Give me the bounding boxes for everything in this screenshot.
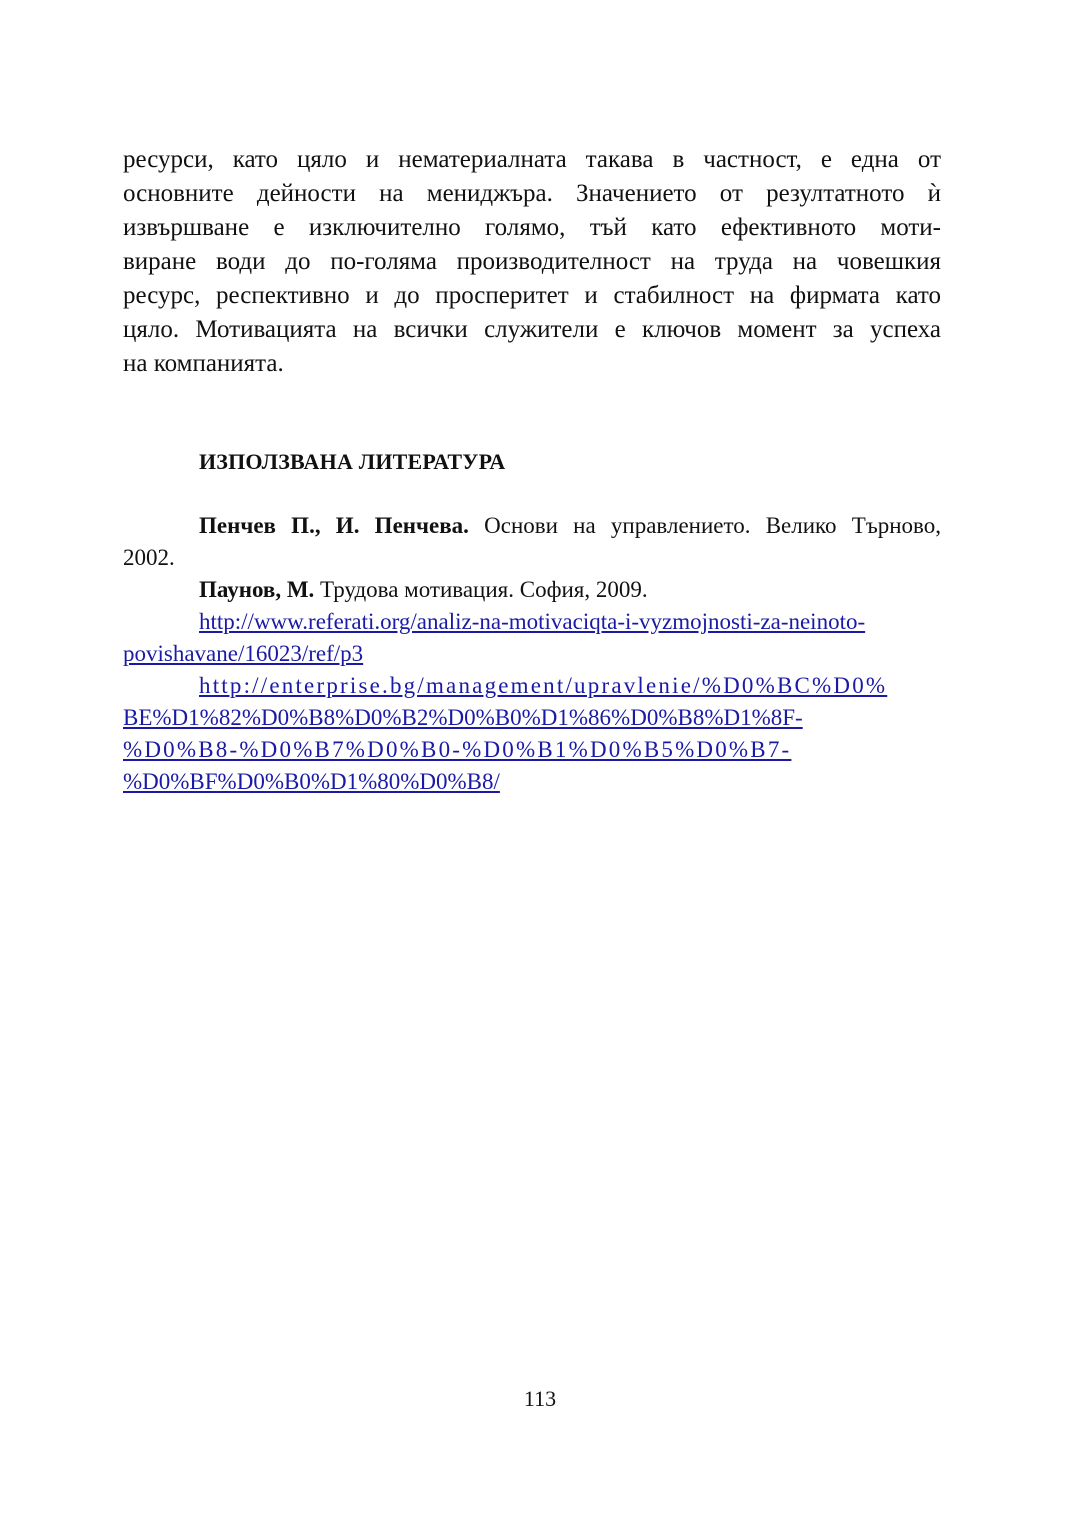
paragraph-line: цяло. Мотивацията на всички служители е ключов момент за успеха (123, 316, 941, 343)
paragraph-line: виране води до по-голяма производителност на труда на човешкия (123, 248, 941, 275)
reference-url-link[interactable]: povishavane/16023/ref/p3 (123, 641, 364, 666)
reference-title: Основи на управлението. Велико Търново, (468, 513, 941, 538)
reference-link-item[interactable] (123, 670, 941, 798)
reference-url-link[interactable]: %D0%B8-%D0%B7%D0%B0-%D0%B1%D0%B5%D0%B7- (123, 737, 792, 762)
reference-line (123, 574, 941, 606)
reference-url-link[interactable]: BE%D1%82%D0%B8%D0%B2%D0%B0%D1%86%D0%B8%D1%8F- (123, 705, 803, 730)
paragraph-line: основните дейности на мениджъра. Значението от резултатното ѝ (123, 180, 941, 207)
reference-item (123, 510, 941, 574)
references-list (123, 510, 941, 798)
paragraph-line: ресурси, като цяло и нематериалната такава в частност, е една от (123, 146, 941, 173)
reference-continuation: 2002. (123, 545, 175, 570)
reference-url-link[interactable]: http://enterprise.bg/management/upravlenie/%D0%BC%D0% (199, 673, 888, 698)
reference-link-item[interactable] (123, 606, 941, 670)
reference-line (123, 510, 941, 542)
reference-author: Паунов, М. (199, 577, 315, 602)
reference-item (123, 574, 941, 606)
page-number: 113 (523, 1386, 557, 1411)
reference-author: Пенчев П., И. Пенчева. (199, 513, 469, 538)
reference-title: Трудова мотивация. София, 2009. (314, 577, 648, 602)
references-heading: ИЗПОЛЗВАНА ЛИТЕРАТУРА (199, 449, 506, 474)
paragraph-line: ресурс, респективно и до просперитет и стабилност на фирмата като (123, 282, 941, 309)
body-paragraph (123, 143, 941, 381)
paragraph-line: на компанията. (123, 350, 284, 377)
reference-url-link[interactable]: http://www.referati.org/analiz-na-motivaciqta-i-vyzmojnosti-za-neinoto- (199, 609, 866, 634)
paragraph-line: извършване е изключително голямо, тъй като ефективното моти- (123, 214, 941, 241)
reference-url-link[interactable]: %D0%BF%D0%B0%D1%80%D0%B8/ (123, 769, 500, 794)
